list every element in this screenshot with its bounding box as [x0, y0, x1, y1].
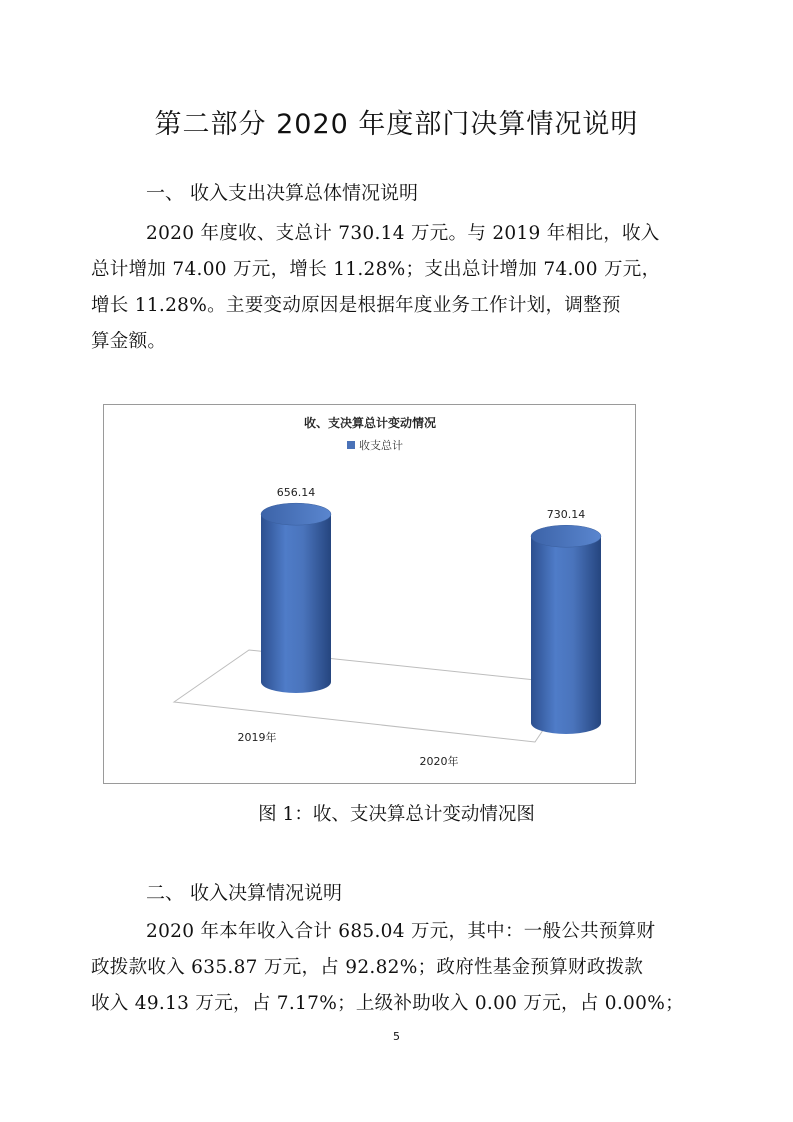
- section-1-line-3: 增长 11.28%。主要变动原因是根据年度业务工作计划，调整预: [91, 295, 621, 316]
- section-1-line-2: 总计增加 74.00 万元，增长 11.28%；支出总计增加 74.00 万元，: [91, 259, 661, 280]
- section-1-line-1: 2020 年度收、支总计 730.14 万元。与 2019 年相比，收入: [146, 223, 660, 244]
- chart-floor: [174, 650, 574, 742]
- legend-swatch: [347, 441, 355, 449]
- figure-caption: 图 1：收、支决算总计变动情况图: [258, 804, 535, 825]
- bar-top-cap: [531, 525, 601, 547]
- section-1-heading: 一、 收入支出决算总体情况说明: [146, 182, 419, 204]
- section-1-body: [91, 216, 691, 360]
- section-2-heading: 二、 收入决算情况说明: [146, 882, 343, 904]
- data-label-2020年: 730.14: [546, 508, 586, 522]
- page-title: 第二部分 2020 年度部门决算情况说明: [154, 109, 639, 140]
- bar-body: [261, 514, 331, 693]
- section-2-body: [91, 914, 691, 1022]
- bar-body: [531, 536, 601, 734]
- page-number: 5: [393, 1030, 400, 1043]
- bar-chart: [103, 404, 636, 784]
- section-1-line-4: 算金额。: [91, 331, 167, 352]
- chart-canvas: [104, 405, 637, 785]
- section-2-line-3: 收入 49.13 万元，占 7.17%；上级补助收入 0.00 万元，占 0.00%；: [91, 993, 684, 1014]
- data-label-2019年: 656.14: [276, 486, 316, 500]
- x-tick-label-2020: 2020年: [419, 755, 459, 768]
- bars-layer: [261, 486, 601, 734]
- bar-2019年: [261, 486, 331, 693]
- chart-title: 收、支决算总计变动情况: [303, 416, 437, 430]
- section-2-line-2: 政拨款收入 635.87 万元，占 92.82%；政府性基金预算财政拨款: [91, 957, 644, 978]
- bar-2020年: [531, 508, 601, 734]
- x-tick-label-2019: 2019年: [237, 731, 277, 744]
- bar-top-cap: [261, 503, 331, 525]
- section-2-line-1: 2020 年本年收入合计 685.04 万元，其中：一般公共预算财: [146, 921, 656, 942]
- legend-label: 收支总计: [359, 439, 403, 452]
